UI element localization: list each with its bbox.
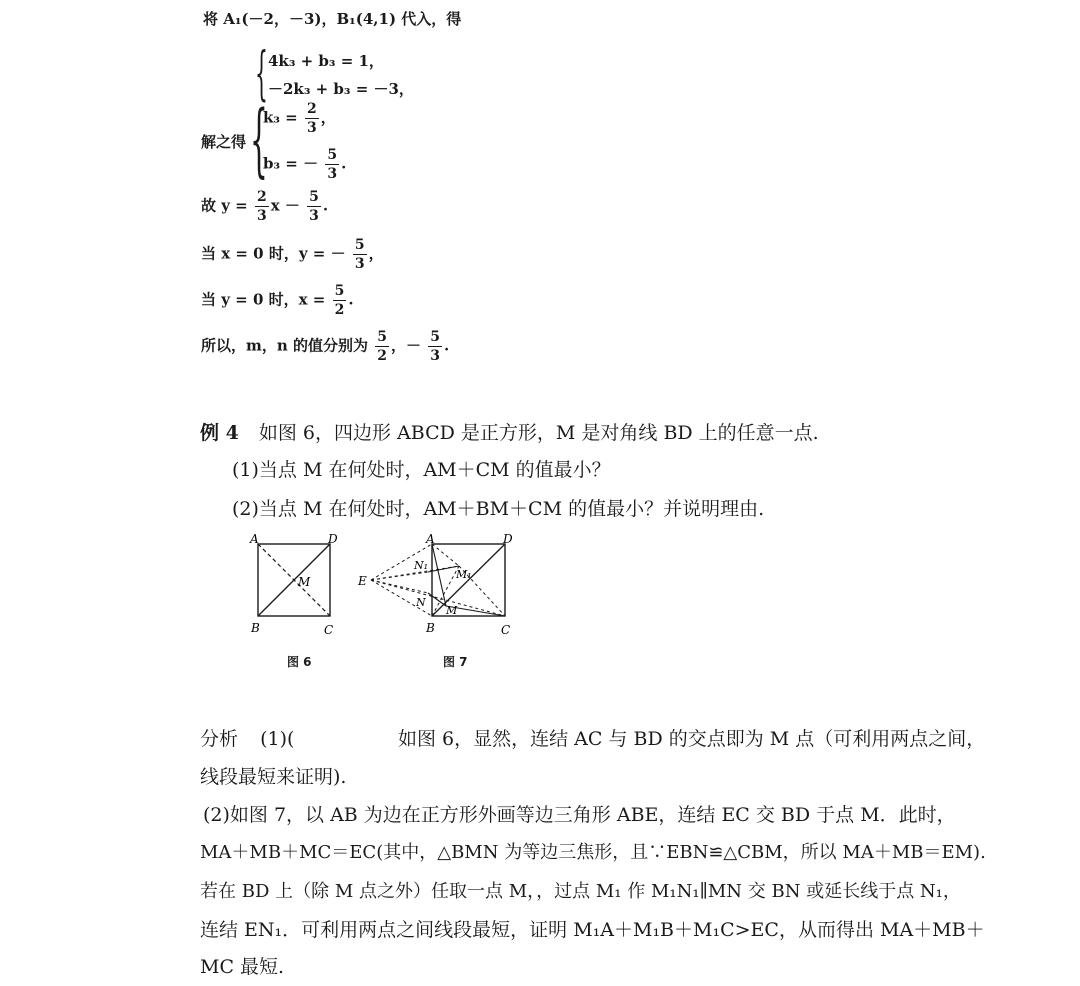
analysis-p1-line2: 线段最短来证明).: [200, 766, 347, 788]
label-m: M: [298, 575, 311, 589]
label-b-7: B: [426, 621, 435, 635]
example-label: 例 4: [200, 422, 239, 444]
analysis-p2-line2: MA＋MB＋MC＝EC(其中，△BMN 为等边三焦形，且∵EBN≌△CBM，所以 MA＋MB＝EM).: [200, 842, 986, 863]
label-e-7: E: [358, 574, 367, 588]
label-c-7: C: [501, 623, 511, 637]
analysis-p1-prefix: (1)(: [260, 728, 295, 750]
analysis-label: 分析: [200, 728, 239, 750]
equation-1: 4k₃ + b₃ = 1，: [268, 52, 384, 70]
label-b: B: [251, 621, 260, 635]
analysis-p2-line1: (2)如图 7，以 AB 为边在正方形外画等边三角形 ABE，连结 EC 交 BD 于点 M．此时，: [203, 804, 956, 826]
function-expression: 故 y = $\frac{2}{3}$ x － $\frac{5}{3}$ .: [201, 189, 329, 224]
figure-6: [240, 528, 350, 643]
b3-solution: b₃ = － $\frac{5}{3}$ .: [263, 147, 347, 182]
when-y-zero: 当 y = 0 时，x = $\frac{5}{2}$ .: [201, 283, 354, 318]
label-d: D: [328, 532, 338, 546]
question-2: (2)当点 M 在何处时，AM＋BM＋CM 的值最小？并说明理由.: [232, 498, 765, 520]
example-text: 如图 6，四边形 ABCD 是正方形，M 是对角线 BD 上的任意一点.: [258, 422, 819, 444]
b3-lhs: b₃ = －: [263, 154, 319, 173]
example-statement: [200, 418, 819, 445]
label-c: C: [324, 623, 334, 637]
analysis-p2-line3: 若在 BD 上（除 M 点之外）任取一点 M，，过点 M₁ 作 M₁N₁∥MN 交 BN 或延长线于点 N₁，: [200, 881, 961, 902]
when-x-zero: 当 x = 0 时，y = － $\frac{5}{3}$ ，: [201, 237, 384, 272]
label-m-7: M: [446, 604, 458, 617]
system-brace: {: [255, 39, 268, 107]
figure-7-caption: 图 7: [443, 655, 468, 669]
analysis-p2-line4: 连结 EN₁．可利用两点之间线段最短，证明 M₁A＋M₁B＋M₁C>EC，从而得出 MA＋MB＋: [200, 919, 985, 941]
k3-fraction: $\frac{2}{3}$: [307, 101, 317, 136]
label-a-7: A: [426, 532, 435, 546]
substitution-line: 将 A₁(－2，－3)，B₁(4,1) 代入，得: [203, 10, 462, 28]
analysis-p1-text: 如图 6，显然，连结 AC 与 BD 的交点即为 M 点（可利用两点之间，: [398, 728, 986, 750]
label-d-7: D: [503, 532, 513, 546]
solve-label: 解之得: [201, 133, 247, 151]
solution-brace: {: [250, 93, 268, 186]
analysis-part1: [200, 724, 294, 751]
equation-2: －2k₃ + b₃ = －3，: [268, 80, 414, 98]
label-n1-7: N₁: [414, 559, 429, 572]
result-line: 所以，m，n 的值分别为 $\frac{5}{2}$ ，－ $\frac{5}{3}$ .: [201, 329, 450, 364]
label-n-7: N: [416, 596, 426, 609]
b3-fraction: $\frac{5}{3}$: [327, 147, 338, 182]
label-m1-7: M₁: [456, 568, 472, 581]
analysis-p2-line5: MC 最短.: [200, 956, 285, 978]
figure-6-caption: 图 6: [287, 655, 312, 669]
k3-lhs: k₃ =: [263, 108, 298, 127]
question-1: (1)当点 M 在何处时，AM＋CM 的值最小？: [232, 459, 611, 481]
label-a: A: [250, 532, 259, 546]
k3-solution: k₃ = $\frac{2}{3}$ ，: [263, 101, 336, 136]
figure-7: [354, 528, 534, 643]
